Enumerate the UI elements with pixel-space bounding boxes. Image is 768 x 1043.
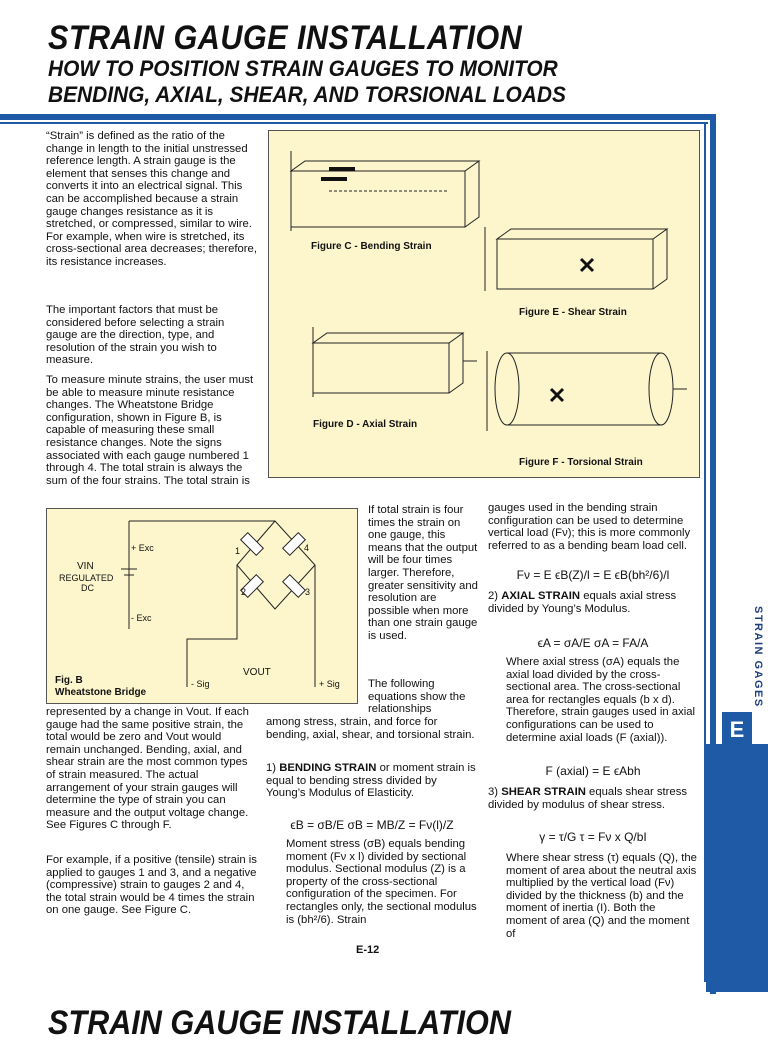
col2-para2b: among stress, strain, and force for bending, axial, shear, and torsional strain. — [266, 716, 475, 741]
next-page-title-cutoff: STRAIN GAUGE INSTALLATION — [48, 1004, 511, 1042]
regulated-label: REGULATED — [59, 573, 114, 583]
item1-number: 1) — [266, 762, 277, 774]
exc-minus-label: - Exc — [131, 613, 152, 623]
page-title: STRAIN GAUGE INSTALLATION — [48, 19, 523, 57]
figure-b-wheatstone — [46, 508, 358, 704]
col2-para1: If total strain is four times the strain on one gauge, this means that the output will be four times larger. Therefore, greater sensitivity and resolution are possible when more than one strain gauge is used. — [368, 504, 478, 642]
item2-title: AXIAL STRAIN — [501, 590, 581, 602]
col1-para5: For example, if a positive (tensile) strain is applied to gauges 1 and 3, and a negative (compressive) strain to gauges 2 and 4, the total strain would be 4 times the strain on one gauge. See Figure C. — [46, 854, 257, 917]
figures-c-to-f-panel — [268, 130, 700, 478]
gauge-3-label: 3 — [305, 587, 311, 597]
col3-eq3: F (axial) = E ϵAbh — [545, 764, 641, 778]
col3-para3: Where shear stress (τ) equals (Q), the moment of area about the neutral axis multiplied by the vertical load (Fν) divided by the thickness (b) and the moment of inertia (I). Both the moment of area (Q) and the moment of — [506, 852, 697, 940]
col2-item1 — [266, 762, 478, 800]
exc-plus-label: + Exc — [131, 543, 154, 553]
col2-eq1: ϵB = σB/E σB = MB/Z = Fν(l)/Z — [290, 818, 454, 832]
section-tab-label[interactable]: STRAIN GAGES — [752, 606, 764, 708]
side-color-block — [706, 744, 768, 992]
subtitle-line-2: BENDING, AXIAL, SHEAR, AND TORSIONAL LOADS — [48, 82, 566, 107]
col2-para3: Moment stress (σB) equals bending moment (Fν x l) divided by sectional modulus. Sectional modulus (Z) is a property of the cross-sectional configuration of the specimen. For rectangles only, the sectional modulus is (bh²/6). Strain — [286, 838, 477, 926]
sig-minus-label: - Sig — [191, 679, 210, 689]
fig-b-title: Fig. B — [55, 675, 83, 686]
sig-plus-label: + Sig — [319, 679, 340, 689]
figure-d-caption: Figure D - Axial Strain — [313, 419, 418, 430]
vout-label: VOUT — [243, 667, 271, 678]
vin-label: VIN — [77, 561, 94, 572]
header-rule-thin — [0, 122, 708, 124]
col3-item3 — [488, 786, 698, 811]
item3-number: 3) — [488, 786, 499, 798]
col2-para2a: The following equations show the relationships — [368, 678, 466, 716]
wheatstone-diagram — [47, 509, 357, 703]
item2-text: equals axial stress divided by Young’s Modulus. — [488, 590, 677, 615]
page-number: E-12 — [356, 944, 380, 956]
item3-title: SHEAR STRAIN — [501, 786, 586, 798]
figure-f-caption: Figure F - Torsional Strain — [519, 457, 643, 468]
col3-para2: Where axial stress (σA) equals the axial load divided by the cross-sectional area. The cross-sectional area for rectangles equals (b x d). Therefore, strain gauges used in axial configurations can be used to determine axial loads (F (axial)). — [506, 656, 696, 744]
col3-eq2: ϵA = σA/E σA = FA/A — [537, 636, 649, 650]
item3-text: equals shear stress divided by modulus of shear stress. — [488, 786, 688, 811]
item1-text: or moment strain is equal to bending stress divided by Young’s Modulus of Elasticity. — [266, 762, 476, 800]
gauge-1-label: 1 — [235, 546, 241, 556]
col3-eq1: Fν = E ϵB(Z)/l = E ϵB(bh²/6)/l — [516, 568, 670, 582]
item2-number: 2) — [488, 590, 499, 602]
col3-eq4: γ = τ/G τ = Fν x Q/bI — [539, 830, 647, 844]
col1-para4: represented by a change in Vout. If each gauge had the same positive strain, the total would be zero and Vout would remain unchanged. Bending, axial, and shear strain are the most common types of strain measured. The actual arrangement of your strain gauges will determine the type of strain you can measure and the output voltage change. See Figures C through F. — [46, 706, 249, 832]
col1-para3: To measure minute strains, the user must be able to measure minute resistance changes. The Wheatstone Bridge configuration, shown in Figure B, is capable of measuring these small resistance changes. Note the signs associated with each gauge numbered 1 through 4. The total strain is always the sum of the four strains. The total strain is — [46, 374, 254, 487]
figure-e-caption: Figure E - Shear Strain — [519, 307, 627, 318]
section-tab-letter[interactable]: E — [722, 712, 752, 748]
subtitle-line-1: HOW TO POSITION STRAIN GAUGES TO MONITOR — [48, 56, 558, 81]
figure-c-caption: Figure C - Bending Strain — [311, 241, 432, 252]
fig-b-subtitle: Wheatstone Bridge — [55, 687, 147, 698]
col1-para1: “Strain” is defined as the ratio of the change in length to the initial unstressed reference length. A strain gauge is the element that senses this change and converts it into an electrical signal. This can be accomplished because a strain gauge changes resistance as it is stretched, or compressed, similar to wire. For example, when wire is stretched, its cross-sectional area decreases; therefore, its resistance increases. — [46, 130, 257, 268]
gauge-2-label: 2 — [241, 587, 247, 597]
dc-label: DC — [81, 583, 94, 593]
header-rule — [0, 114, 716, 120]
col3-item2 — [488, 590, 698, 615]
item1-title: BENDING STRAIN — [279, 762, 377, 774]
col3-para1: gauges used in the bending strain configuration can be used to determine vertical load (Fν); this is more commonly referred to as a bending beam load cell. — [488, 502, 691, 552]
col1-para2: The important factors that must be considered before selecting a strain gauge are the direction, type, and resolution of the strain you wish to measure. — [46, 304, 225, 367]
gauge-4-label: 4 — [304, 543, 310, 553]
